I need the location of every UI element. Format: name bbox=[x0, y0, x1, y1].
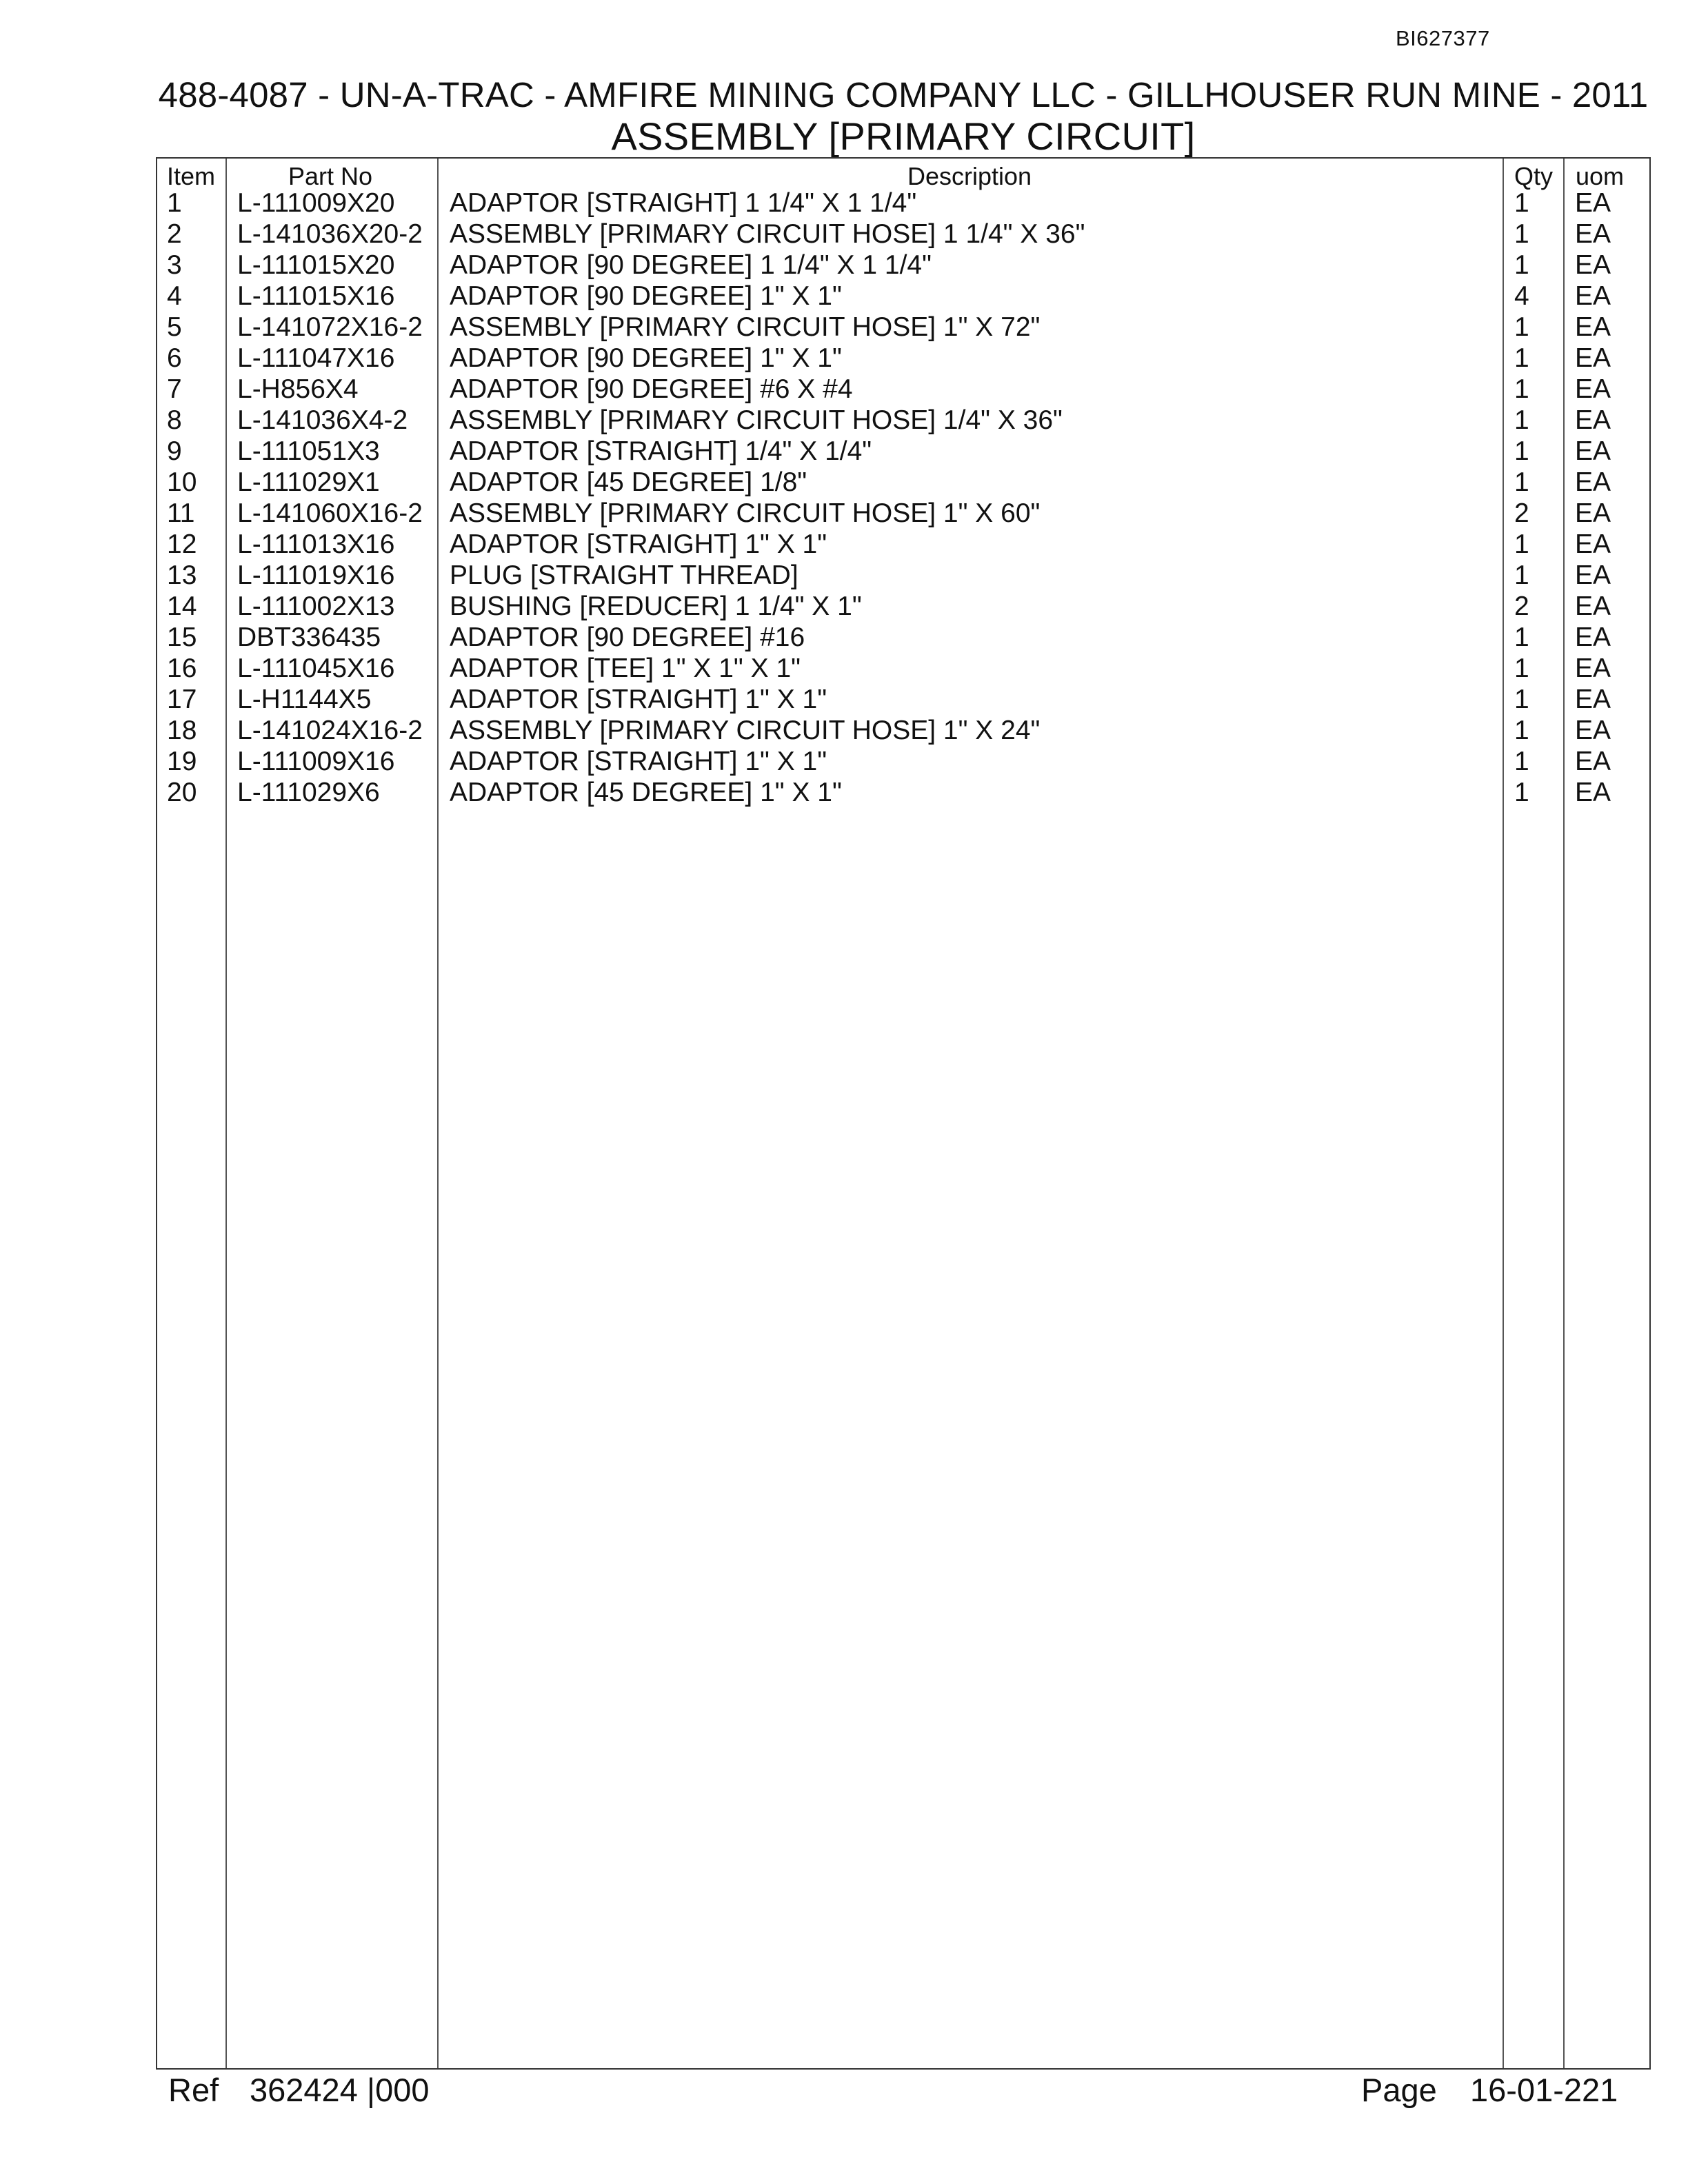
cell-uom: EA bbox=[1575, 343, 1611, 373]
cell-qty: 1 bbox=[1514, 312, 1529, 342]
cell-part-no: L-111009X16 bbox=[237, 747, 395, 776]
cell-item: 8 bbox=[167, 405, 182, 435]
cell-uom: EA bbox=[1575, 281, 1611, 311]
cell-item: 4 bbox=[167, 281, 182, 311]
cell-uom: EA bbox=[1575, 654, 1611, 683]
cell-item: 11 bbox=[167, 498, 195, 528]
cell-uom: EA bbox=[1575, 685, 1611, 714]
cell-part-no: L-111002X13 bbox=[237, 592, 395, 621]
cell-part-no: L-111029X6 bbox=[237, 778, 380, 807]
table-row bbox=[157, 250, 1649, 281]
cell-part-no: L-111013X16 bbox=[237, 529, 395, 559]
cell-description: ADAPTOR [90 DEGREE] #16 bbox=[450, 623, 805, 652]
cell-qty: 1 bbox=[1514, 654, 1529, 683]
table-row bbox=[157, 374, 1649, 405]
cell-uom: EA bbox=[1575, 250, 1611, 280]
table-row bbox=[157, 529, 1649, 560]
ref-value: 362424 |000 bbox=[250, 2072, 430, 2108]
cell-item: 20 bbox=[167, 778, 197, 807]
cell-uom: EA bbox=[1575, 374, 1611, 404]
cell-qty: 1 bbox=[1514, 405, 1529, 435]
cell-item: 5 bbox=[167, 312, 182, 342]
cell-item: 3 bbox=[167, 250, 182, 280]
column-header-part-no: Part No bbox=[288, 162, 373, 190]
cell-description: ADAPTOR [90 DEGREE] 1" X 1" bbox=[450, 343, 842, 373]
column-header-uom: uom bbox=[1576, 162, 1625, 190]
cell-uom: EA bbox=[1575, 623, 1611, 652]
cell-qty: 1 bbox=[1514, 716, 1529, 745]
cell-uom: EA bbox=[1575, 716, 1611, 745]
cell-qty: 1 bbox=[1514, 250, 1529, 280]
table-row bbox=[157, 591, 1649, 622]
cell-qty: 1 bbox=[1514, 374, 1529, 404]
cell-part-no: L-141060X16-2 bbox=[237, 498, 423, 528]
cell-uom: EA bbox=[1575, 747, 1611, 776]
table-row bbox=[157, 746, 1649, 777]
cell-part-no: L-141036X20-2 bbox=[237, 219, 423, 249]
cell-qty: 1 bbox=[1514, 778, 1529, 807]
cell-description: ADAPTOR [STRAIGHT] 1/4" X 1/4" bbox=[450, 436, 872, 466]
cell-part-no: L-111045X16 bbox=[237, 654, 395, 683]
cell-part-no: L-111047X16 bbox=[237, 343, 395, 373]
cell-part-no: L-111029X1 bbox=[237, 467, 380, 497]
cell-description: ADAPTOR [STRAIGHT] 1" X 1" bbox=[450, 529, 827, 559]
table-row bbox=[157, 560, 1649, 591]
cell-qty: 1 bbox=[1514, 467, 1529, 497]
cell-part-no: L-141024X16-2 bbox=[237, 716, 423, 745]
table-row bbox=[157, 777, 1649, 808]
cell-qty: 1 bbox=[1514, 529, 1529, 559]
cell-item: 17 bbox=[167, 685, 197, 714]
page-value: 16-01-221 bbox=[1470, 2072, 1618, 2108]
table-row bbox=[157, 622, 1649, 653]
parts-table bbox=[156, 157, 1651, 2070]
cell-item: 15 bbox=[167, 623, 197, 652]
cell-description: ADAPTOR [STRAIGHT] 1" X 1" bbox=[450, 685, 827, 714]
ref-label: Ref bbox=[168, 2072, 219, 2108]
cell-part-no: L-111015X20 bbox=[237, 250, 395, 280]
cell-description: ADAPTOR [45 DEGREE] 1/8" bbox=[450, 467, 807, 497]
cell-description: ADAPTOR [90 DEGREE] 1" X 1" bbox=[450, 281, 842, 311]
cell-part-no: DBT336435 bbox=[237, 623, 381, 652]
cell-uom: EA bbox=[1575, 188, 1611, 218]
column-header-item: Item bbox=[167, 162, 216, 190]
cell-item: 16 bbox=[167, 654, 197, 683]
cell-item: 10 bbox=[167, 467, 197, 497]
cell-uom: EA bbox=[1575, 312, 1611, 342]
cell-uom: EA bbox=[1575, 467, 1611, 497]
cell-description: ADAPTOR [45 DEGREE] 1" X 1" bbox=[450, 778, 842, 807]
cell-qty: 1 bbox=[1514, 219, 1529, 249]
cell-part-no: L-111015X16 bbox=[237, 281, 395, 311]
cell-uom: EA bbox=[1575, 436, 1611, 466]
cell-qty: 1 bbox=[1514, 436, 1529, 466]
cell-item: 6 bbox=[167, 343, 182, 373]
table-row bbox=[157, 715, 1649, 746]
table-row bbox=[157, 467, 1649, 498]
cell-qty: 2 bbox=[1514, 592, 1529, 621]
cell-description: ASSEMBLY [PRIMARY CIRCUIT HOSE] 1" X 24" bbox=[450, 716, 1041, 745]
cell-item: 1 bbox=[167, 188, 182, 218]
cell-description: ADAPTOR [TEE] 1" X 1" X 1" bbox=[450, 654, 801, 683]
document-title: 488-4087 - UN-A-TRAC - AMFIRE MINING COMPANY LLC - GILLHOUSER RUN MINE - 2011 bbox=[158, 75, 1649, 114]
cell-qty: 1 bbox=[1514, 747, 1529, 776]
table-row bbox=[157, 653, 1649, 684]
cell-uom: EA bbox=[1575, 592, 1611, 621]
cell-qty: 1 bbox=[1514, 560, 1529, 590]
cell-part-no: L-H1144X5 bbox=[237, 685, 372, 714]
cell-part-no: L-141036X4-2 bbox=[237, 405, 408, 435]
cell-description: ADAPTOR [90 DEGREE] #6 X #4 bbox=[450, 374, 853, 404]
cell-qty: 2 bbox=[1514, 498, 1529, 528]
cell-description: BUSHING [REDUCER] 1 1/4" X 1" bbox=[450, 592, 862, 621]
cell-uom: EA bbox=[1575, 405, 1611, 435]
cell-description: ADAPTOR [STRAIGHT] 1" X 1" bbox=[450, 747, 827, 776]
cell-description: ADAPTOR [90 DEGREE] 1 1/4" X 1 1/4" bbox=[450, 250, 932, 280]
cell-item: 9 bbox=[167, 436, 182, 466]
column-header-description: Description bbox=[907, 162, 1032, 190]
table-row bbox=[157, 343, 1649, 374]
cell-part-no: L-141072X16-2 bbox=[237, 312, 423, 342]
column-header-qty: Qty bbox=[1514, 162, 1554, 190]
document-id: BI627377 bbox=[1396, 26, 1490, 50]
cell-item: 14 bbox=[167, 592, 197, 621]
cell-qty: 1 bbox=[1514, 343, 1529, 373]
cell-part-no: L-111019X16 bbox=[237, 560, 395, 590]
cell-item: 7 bbox=[167, 374, 182, 404]
cell-qty: 4 bbox=[1514, 281, 1529, 311]
cell-item: 18 bbox=[167, 716, 197, 745]
cell-description: ASSEMBLY [PRIMARY CIRCUIT HOSE] 1 1/4" X 36" bbox=[450, 219, 1085, 249]
cell-item: 12 bbox=[167, 529, 197, 559]
table-row bbox=[157, 405, 1649, 436]
cell-item: 13 bbox=[167, 560, 197, 590]
cell-description: ASSEMBLY [PRIMARY CIRCUIT HOSE] 1" X 60" bbox=[450, 498, 1041, 528]
cell-item: 19 bbox=[167, 747, 197, 776]
cell-qty: 1 bbox=[1514, 685, 1529, 714]
cell-part-no: L-111051X3 bbox=[237, 436, 380, 466]
table-row bbox=[157, 219, 1649, 250]
table-row bbox=[157, 498, 1649, 529]
cell-uom: EA bbox=[1575, 219, 1611, 249]
cell-qty: 1 bbox=[1514, 188, 1529, 218]
cell-uom: EA bbox=[1575, 498, 1611, 528]
table-row bbox=[157, 684, 1649, 715]
cell-part-no: L-H856X4 bbox=[237, 374, 359, 404]
table-row bbox=[157, 436, 1649, 467]
page-label: Page bbox=[1361, 2072, 1437, 2108]
cell-description: ASSEMBLY [PRIMARY CIRCUIT HOSE] 1" X 72" bbox=[450, 312, 1041, 342]
cell-uom: EA bbox=[1575, 778, 1611, 807]
cell-uom: EA bbox=[1575, 560, 1611, 590]
cell-part-no: L-111009X20 bbox=[237, 188, 395, 218]
cell-description: PLUG [STRAIGHT THREAD] bbox=[450, 560, 798, 590]
cell-qty: 1 bbox=[1514, 623, 1529, 652]
cell-description: ADAPTOR [STRAIGHT] 1 1/4" X 1 1/4" bbox=[450, 188, 917, 218]
table-row bbox=[157, 281, 1649, 312]
cell-description: ASSEMBLY [PRIMARY CIRCUIT HOSE] 1/4" X 36" bbox=[450, 405, 1063, 435]
table-row bbox=[157, 188, 1649, 219]
assembly-subtitle: ASSEMBLY [PRIMARY CIRCUIT] bbox=[611, 114, 1196, 158]
cell-item: 2 bbox=[167, 219, 182, 249]
cell-uom: EA bbox=[1575, 529, 1611, 559]
table-row bbox=[157, 312, 1649, 343]
